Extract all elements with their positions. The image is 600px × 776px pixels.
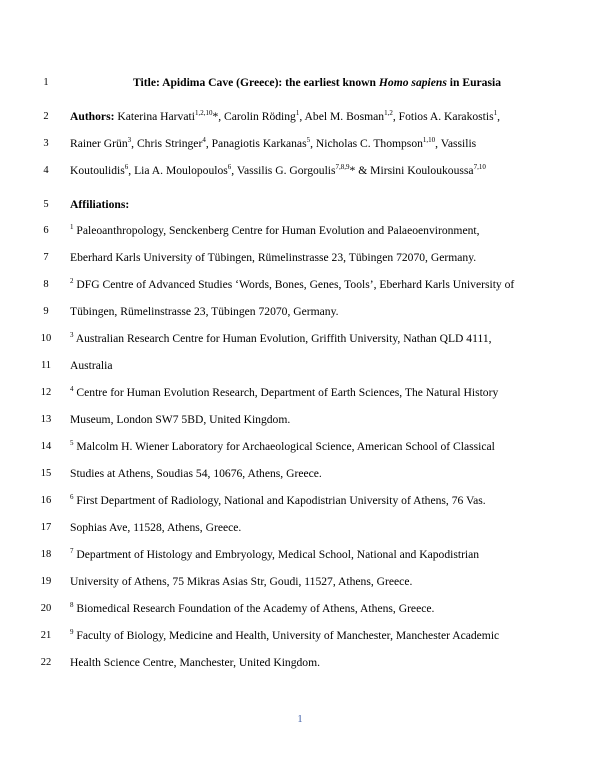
affiliation-text	[70, 626, 538, 646]
affiliations-label-text: Affiliations:	[70, 198, 130, 211]
affiliation-line	[0, 518, 600, 538]
line-number: 20	[40, 603, 52, 614]
affiliation-line	[0, 410, 600, 430]
affiliation-text	[70, 599, 538, 619]
line-number: 4	[43, 165, 49, 176]
author-affiliation-sup: 1,2	[384, 109, 393, 117]
affiliation-line	[0, 221, 600, 241]
affiliation-sup: 8	[70, 601, 74, 609]
author-name: Carolin Röding	[224, 110, 296, 123]
affiliation-body: Health Science Centre, Manchester, United Kingdom.	[70, 656, 321, 669]
author-separator: ,	[205, 137, 212, 150]
affiliation-body: Centre for Human Evolution Research, Department of Earth Sciences, The Natural History	[73, 386, 499, 399]
line-number: 3	[43, 138, 49, 149]
author-affiliation-sup: 3	[127, 136, 132, 144]
author-name: Mirsini Kouloukoussa	[370, 164, 474, 177]
line-number: 5	[43, 199, 49, 210]
authors-text	[70, 107, 538, 127]
line-number: 14	[40, 441, 52, 452]
authors-text	[70, 134, 538, 154]
title-italic: Homo sapiens	[378, 76, 447, 89]
affiliations-heading-line	[0, 195, 600, 215]
author-affiliation-sup: 1,2,10	[194, 109, 213, 117]
affiliation-line	[0, 329, 600, 349]
affiliation-body: Australian Research Centre for Human Evolution, Griffith University, Nathan QLD 4111,	[73, 332, 492, 345]
title-suffix: in Eurasia	[446, 76, 501, 89]
affiliation-sup: 1	[70, 223, 74, 231]
affiliation-line	[0, 626, 600, 646]
line-number: 1	[43, 77, 49, 88]
affiliation-text	[70, 275, 538, 295]
line-number: 10	[40, 333, 52, 344]
affiliation-text	[70, 329, 538, 349]
author-name: Rainer Grün	[70, 137, 128, 150]
line-number: 8	[43, 279, 49, 290]
affiliation-body: Faculty of Biology, Medicine and Health, University of Manchester, Manchester Academic	[73, 629, 500, 642]
affiliation-body: Sophias Ave, 11528, Athens, Greece.	[70, 521, 242, 534]
author-separator: ,	[497, 110, 501, 123]
affiliations-label	[70, 195, 538, 215]
affiliation-text	[70, 356, 538, 376]
author-name: Chris Stringer	[136, 137, 203, 150]
line-number: 16	[40, 495, 52, 506]
affiliation-text	[70, 410, 538, 430]
affiliation-line	[0, 464, 600, 484]
affiliation-text	[70, 572, 538, 592]
author-affiliation-sup: 7,10	[473, 163, 486, 171]
author-name: Panagiotis Karkanas	[211, 137, 307, 150]
affiliation-body: DFG Centre of Advanced Studies ‘Words, Bones, Genes, Tools’, Eberhard Karls University of	[73, 278, 515, 291]
affiliation-text	[70, 545, 538, 565]
affiliation-body: Malcolm H. Wiener Laboratory for Archaeological Science, American School of Classical	[73, 440, 495, 453]
author-separator: ,	[435, 137, 441, 150]
line-number: 17	[40, 522, 52, 533]
author-separator: ,	[310, 137, 316, 150]
affiliation-sup: 5	[70, 439, 74, 447]
affiliation-text	[70, 464, 538, 484]
author-affiliation-sup: 5	[306, 136, 311, 144]
affiliation-text	[70, 383, 538, 403]
affiliation-sup: 7	[70, 547, 74, 555]
affiliation-line	[0, 491, 600, 511]
affiliation-body: Eberhard Karls University of Tübingen, Rümelinstrasse 23, Tübingen 72070, Germany.	[70, 251, 477, 264]
affiliation-line	[0, 545, 600, 565]
affiliation-body: Biomedical Research Foundation of the Academy of Athens, Athens, Greece.	[73, 602, 435, 615]
author-separator: ,	[131, 137, 137, 150]
affiliation-body: Australia	[70, 359, 113, 372]
affiliation-body: Department of Histology and Embryology, Medical School, National and Kapodistrian	[73, 548, 480, 561]
author-name: Abel M. Bosman	[304, 110, 385, 123]
author-name: Katerina Harvati	[114, 110, 195, 123]
line-number: 15	[40, 468, 52, 479]
affiliation-sup: 9	[70, 628, 74, 636]
affiliation-line	[0, 248, 600, 268]
author-separator: ,	[299, 110, 305, 123]
author-affiliation-sup: 4	[202, 136, 206, 144]
affiliation-text	[70, 437, 538, 457]
line-number: 18	[40, 549, 52, 560]
affiliation-text	[70, 518, 538, 538]
line-number: 9	[43, 306, 49, 317]
title-line	[0, 73, 600, 93]
line-number: 11	[40, 360, 52, 371]
author-name: Nicholas C. Thompson	[315, 137, 423, 150]
affiliation-line	[0, 653, 600, 673]
author-affiliation-sup: 1	[295, 109, 300, 117]
affiliation-line	[0, 275, 600, 295]
affiliation-text	[70, 248, 538, 268]
line-number: 6	[43, 225, 49, 236]
authors-line-1	[0, 107, 600, 127]
author-separator: ,	[231, 164, 237, 177]
authors-line-3	[0, 161, 600, 181]
author-name: Fotios A. Karakostis	[398, 110, 494, 123]
authors-label: Authors:	[70, 110, 115, 123]
line-number: 13	[40, 414, 52, 425]
line-number: 21	[40, 630, 52, 641]
authors-text	[70, 161, 538, 181]
affiliation-body: Studies at Athens, Soudias 54, 10676, Athens, Greece.	[70, 467, 322, 480]
author-separator: ,	[392, 110, 399, 123]
affiliation-line	[0, 383, 600, 403]
author-affiliation-sup: 1,10	[422, 136, 436, 144]
line-number: 7	[43, 252, 49, 263]
affiliation-body: University of Athens, 75 Mikras Asias Str, Goudi, 11527, Athens, Greece.	[70, 575, 413, 588]
affiliation-body: First Department of Radiology, National and Kapodistrian University of Athens, 76 Vas.	[73, 494, 486, 507]
paper-title	[70, 73, 538, 93]
author-name: Vassilis	[440, 137, 477, 150]
author-name: Lia A. Moulopoulos	[134, 164, 228, 177]
affiliation-line	[0, 356, 600, 376]
author-separator: *,	[212, 110, 225, 123]
authors-line-2	[0, 134, 600, 154]
line-number: 19	[40, 576, 52, 587]
affiliation-text	[70, 491, 538, 511]
author-name: Koutoulidis	[70, 164, 125, 177]
author-affiliation-sup: 6	[227, 163, 232, 171]
author-affiliation-sup: 1	[493, 109, 498, 117]
author-affiliation-sup: 7,8,9	[335, 163, 350, 171]
affiliation-sup: 4	[70, 385, 74, 393]
affiliation-text	[70, 653, 538, 673]
affiliation-line	[0, 599, 600, 619]
page-number: 1	[297, 714, 303, 725]
author-separator: ,	[128, 164, 135, 177]
title-prefix: Title: Apidima Cave (Greece): the earliest known	[133, 76, 379, 89]
author-separator: * &	[349, 164, 371, 177]
author-affiliation-sup: 6	[124, 163, 129, 171]
affiliation-text	[70, 302, 538, 322]
line-number: 2	[43, 111, 49, 122]
affiliation-sup: 2	[70, 277, 74, 285]
line-number: 22	[40, 657, 52, 668]
author-name: Vassilis G. Gorgoulis	[236, 164, 336, 177]
line-number: 12	[40, 387, 52, 398]
affiliation-body: Paleoanthropology, Senckenberg Centre for Human Evolution and Palaeoenvironment,	[73, 224, 480, 237]
affiliation-body: Museum, London SW7 5BD, United Kingdom.	[70, 413, 291, 426]
affiliation-sup: 3	[70, 331, 74, 339]
affiliation-text	[70, 221, 538, 241]
affiliation-line	[0, 437, 600, 457]
affiliation-line	[0, 572, 600, 592]
affiliation-body: Tübingen, Rümelinstrasse 23, Tübingen 72070, Germany.	[70, 305, 339, 318]
affiliation-line	[0, 302, 600, 322]
affiliation-sup: 6	[70, 493, 74, 501]
